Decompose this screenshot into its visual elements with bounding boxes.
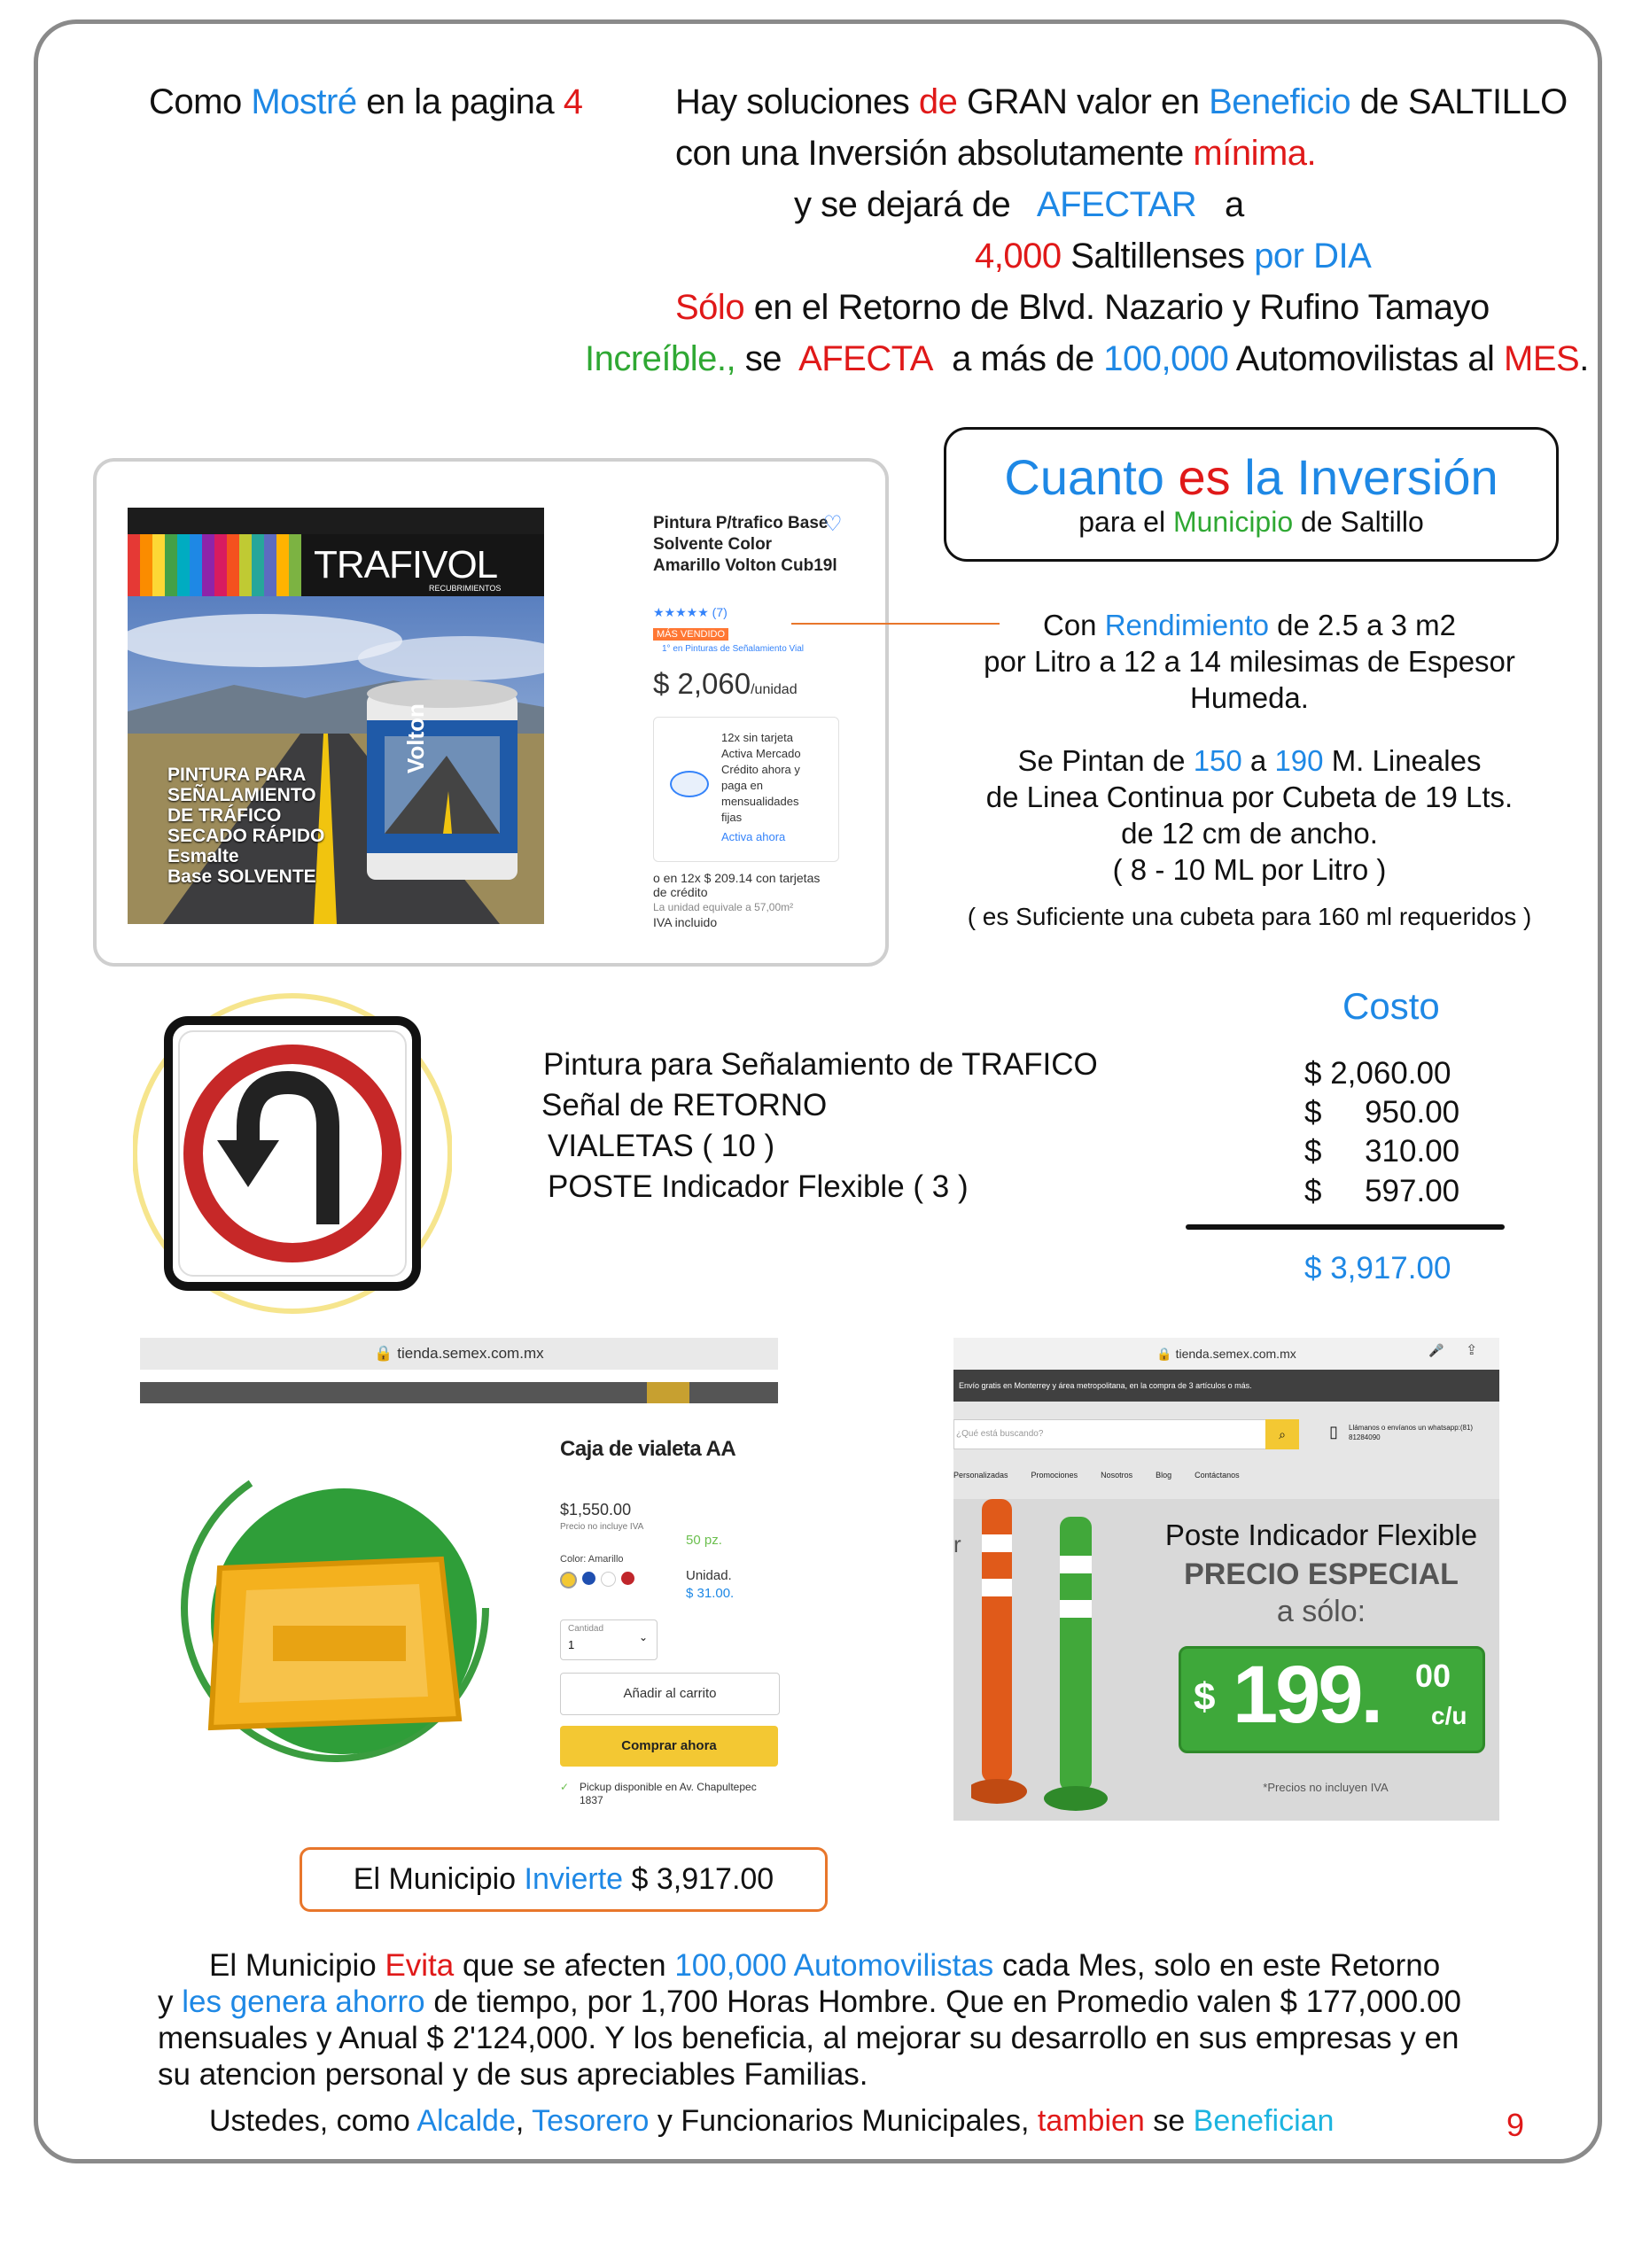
no-u-turn-icon	[133, 985, 452, 1322]
poste-only: a sólo:	[1276, 1595, 1366, 1628]
p1e: cada Mes, solo en este Retorno	[1002, 1948, 1441, 1983]
invierte-a: El Municipio	[353, 1862, 517, 1896]
promo-line-6: fijas	[721, 811, 743, 824]
h6g: MES	[1504, 339, 1580, 378]
s4b: 150	[1193, 744, 1242, 777]
vialeta-price-note: Precio no incluye IVA	[560, 1522, 644, 1532]
cost-item-1-label: Pintura para Señalamiento de TRAFICO	[543, 1047, 1098, 1082]
vialeta-nav-accent	[647, 1382, 689, 1403]
s4c: a	[1249, 744, 1267, 777]
poste-image	[971, 1499, 1113, 1821]
cost-item-2-label: Señal de RETORNO	[541, 1088, 828, 1122]
banner-line-4: SECADO RÁPIDO	[167, 826, 325, 846]
cost-heading	[1342, 985, 1440, 1028]
nav-item-5[interactable]: Contáctanos	[1195, 1471, 1240, 1480]
spec-line-2: por Litro a 12 a 14 milesimas de Espesor	[984, 645, 1515, 678]
paint-price	[653, 667, 798, 701]
inv-t2c: de Saltillo	[1301, 506, 1424, 538]
heart-icon[interactable]: ♡	[823, 512, 843, 536]
vialeta-color-label: Color: Amarillo	[560, 1554, 624, 1565]
vialeta-screenshot	[140, 1338, 778, 1816]
footer-e: y Funcionarios Municipales,	[657, 2104, 1030, 2138]
cost-item-4-label: POSTE Indicador Flexible ( 3 )	[548, 1169, 969, 1204]
header-line-6	[585, 333, 1589, 384]
h6a: Increíble.,	[585, 339, 736, 378]
swatch-red[interactable]	[621, 1572, 634, 1585]
check-icon: ✓	[560, 1781, 570, 1793]
vialeta-color-swatches	[560, 1572, 634, 1588]
promo-line-4: paga en	[721, 779, 763, 792]
paint-banner-image	[128, 508, 544, 924]
promo-link[interactable]: Activa ahora	[721, 830, 786, 843]
banner-line-2: SEÑALAMIENTO	[167, 785, 316, 805]
s4d: 190	[1274, 744, 1324, 777]
header-left-d: 4	[563, 82, 583, 121]
invierte-c: $ 3,917.00	[631, 1862, 774, 1896]
h3a: y se dejará de	[794, 185, 1011, 224]
inv-t2a: para el	[1078, 506, 1166, 538]
inv-t1a: Cuanto	[1004, 449, 1164, 505]
paint-price-unit: /unidad	[751, 682, 798, 697]
h1e: de SALTILLO	[1359, 82, 1568, 121]
promo-text	[721, 730, 801, 845]
s4e: M. Lineales	[1331, 744, 1482, 777]
poste-screenshot	[953, 1338, 1499, 1821]
invierte-b: Invierte	[524, 1862, 624, 1896]
p1d: 100,000 Automovilistas	[674, 1948, 994, 1983]
h3c: a	[1224, 185, 1244, 224]
bucket-label: Volton	[402, 703, 429, 773]
shipping-banner: Envío gratis en Monterrey y área metropolitana, en la compra de 3 artículos o más.	[953, 1370, 1499, 1402]
cost-item-3-amount: $ 310.00	[1304, 1134, 1460, 1169]
header-left	[149, 76, 583, 128]
cost-item-2-amount: $ 950.00	[1304, 1095, 1460, 1130]
inv-t1b: es	[1178, 449, 1231, 505]
nav-item-4[interactable]: Blog	[1156, 1471, 1172, 1480]
para-line-4: su atencion personal y de sus apreciables Familias.	[158, 2057, 868, 2092]
nav-item-3[interactable]: Nosotros	[1101, 1471, 1133, 1480]
spec-line-5: de Linea Continua por Cubeta de 19 Lts.	[985, 781, 1514, 813]
h6e: 100,000	[1103, 339, 1229, 378]
footer-d: Tesorero	[532, 2104, 650, 2138]
price-sym: $	[1194, 1675, 1216, 1719]
vialeta-url-bar[interactable]: 🔒 tienda.semex.com.mx	[140, 1338, 778, 1370]
h3b: AFECTAR	[1036, 185, 1197, 224]
swatch-white[interactable]	[601, 1572, 616, 1587]
vialeta-unit-label: Unidad.	[686, 1568, 732, 1583]
search-icon[interactable]: ⌕	[1265, 1419, 1299, 1449]
h2b: mínima.	[1193, 134, 1317, 173]
mic-icon[interactable]: 🎤	[1428, 1343, 1444, 1357]
spec-line-4	[939, 742, 1560, 779]
h2a: con una Inversión absolutamente	[675, 134, 1184, 173]
inv-t2b: Municipio	[1172, 506, 1294, 538]
s1c: de 2.5 a 3 m2	[1277, 609, 1456, 641]
paint-banner-text	[167, 765, 324, 887]
poste-nav	[953, 1471, 1240, 1480]
paint-screenshot	[93, 458, 889, 967]
banner-line-1: PINTURA PARA	[167, 765, 307, 785]
h6d: a más de	[952, 339, 1094, 378]
promo-line-3: Crédito ahora y	[721, 763, 800, 776]
price-int: 199.	[1233, 1650, 1381, 1740]
poste-url-bar[interactable]: 🔒 tienda.semex.com.mx	[953, 1338, 1499, 1370]
paint-price-value: $ 2,060	[653, 667, 751, 700]
header-line-2	[675, 128, 1316, 179]
poste-title: Poste Indicador Flexible	[1164, 1518, 1478, 1551]
poste-note: *Precios no incluyen IVA	[1263, 1781, 1389, 1794]
poste-url: tienda.semex.com.mx	[1175, 1347, 1296, 1361]
handshake-icon	[670, 771, 709, 797]
spec-line-8: ( es Suficiente una cubeta para 160 ml requeridos )	[967, 903, 1532, 930]
h4c: por DIA	[1254, 237, 1372, 276]
nav-item-1[interactable]: Personalizadas	[953, 1471, 1008, 1480]
header-line-4	[975, 230, 1371, 282]
cost-heading-text: Costo	[1342, 985, 1440, 1027]
p2c: de tiempo, por 1,700 Horas Hombre. Que en Promedio valen $ 177,000.00	[433, 1984, 1461, 2019]
para-line-1	[158, 1947, 1505, 1984]
installments-text: o en 12x $ 209.14 con tarjetas de crédito	[653, 871, 821, 899]
add-to-cart-button[interactable]: Añadir al carrito	[560, 1673, 780, 1715]
share-icon[interactable]: ⇪	[1466, 1343, 1478, 1358]
nav-item-2[interactable]: Promociones	[1031, 1471, 1078, 1480]
vialeta-qty-note: 50 pz.	[686, 1533, 722, 1548]
footer-a: Ustedes, como	[209, 2104, 410, 2138]
footer-g: se	[1153, 2104, 1186, 2138]
page-number: 9	[1506, 2107, 1525, 2143]
promo-card[interactable]	[653, 717, 839, 862]
municipio-invierte-box	[300, 1847, 828, 1912]
promo-line-1: 12x sin tarjeta	[721, 731, 793, 744]
banner-line-3: DE TRÁFICO	[167, 805, 282, 826]
h4a: 4,000	[975, 237, 1062, 276]
contact-text: Llámanos o envíanos un whatsapp:(81) 81284090	[1349, 1424, 1474, 1441]
rating-count: (7)	[712, 605, 728, 619]
header-line-1	[675, 76, 1568, 128]
inv-t1c: la Inversión	[1244, 449, 1498, 505]
price-unit: c/u	[1431, 1702, 1467, 1729]
chevron-down-icon: ⌄	[639, 1631, 649, 1643]
vialeta-image	[158, 1435, 512, 1772]
h1d: Beneficio	[1209, 82, 1351, 121]
poste-special: PRECIO ESPECIAL	[1184, 1557, 1459, 1591]
spec-line-7: ( 8 - 10 ML por Litro )	[1112, 853, 1387, 886]
h1b: de	[918, 82, 958, 121]
cantidad-value: 1	[568, 1638, 575, 1651]
summary-paragraph	[158, 1947, 1505, 2093]
p1a: El Municipio	[209, 1948, 377, 1983]
buy-now-button[interactable]: Comprar ahora	[560, 1726, 778, 1767]
investment-title-box	[944, 427, 1559, 562]
header-line-5	[675, 282, 1490, 333]
h6h: .	[1579, 339, 1589, 378]
poste-price-badge	[1179, 1646, 1485, 1753]
cost-item-4-amount: $ 597.00	[1304, 1174, 1460, 1208]
paint-brand-sub: RECUBRIMIENTOS	[429, 584, 502, 593]
cantidad-label: Cantidad	[568, 1624, 604, 1634]
specs-block	[939, 607, 1560, 935]
cost-item-1-amount: $ 2,060.00	[1304, 1056, 1451, 1091]
vialeta-url: tienda.semex.com.mx	[397, 1345, 544, 1362]
pickup-text: Pickup disponible en Av. Chapultepec 1837	[580, 1781, 757, 1806]
header-left-a: Como	[149, 82, 242, 121]
spec-line-6: de 12 cm de ancho.	[1121, 817, 1378, 850]
p1b: Evita	[385, 1948, 455, 1983]
footer-line	[209, 2104, 1334, 2139]
swatch-blue[interactable]	[582, 1572, 595, 1585]
price-dec: 00	[1415, 1658, 1451, 1694]
p1c: que se afecten	[462, 1948, 666, 1983]
banner-line-5: Esmalte	[167, 846, 239, 866]
poste-letter: r	[953, 1531, 961, 1557]
spec-line-3: Humeda.	[1190, 681, 1309, 714]
total-rule	[1186, 1224, 1505, 1230]
spec-line-1	[939, 607, 1560, 643]
h6c: AFECTA	[798, 339, 933, 378]
investment-subtitle	[946, 504, 1556, 540]
h1c: GRAN valor en	[967, 82, 1200, 121]
h4b: Saltillenses	[1070, 237, 1245, 276]
bestseller-badge: MÁS VENDIDO	[653, 628, 728, 641]
footer-f: tambien	[1037, 2104, 1145, 2138]
ranking-link[interactable]: 1° en Pinturas de Señalamiento Vial	[662, 644, 805, 654]
paint-product-title: Pintura P/trafico Base Solvente Color Amarillo Volton Cub19l	[653, 514, 837, 575]
h1a: Hay soluciones	[675, 82, 910, 121]
cost-item-3-label: VIALETAS ( 10 )	[548, 1129, 775, 1163]
banner-line-6: Base SOLVENTE	[167, 866, 316, 887]
s1b: Rendimiento	[1104, 609, 1269, 641]
promo-line-5: mensualidades	[721, 795, 799, 808]
rating-stars: ★★★★★ (7)	[653, 605, 728, 619]
header-line-3	[794, 179, 1244, 230]
header-left-b: Mostré	[251, 82, 357, 121]
phone-icon: ▯	[1329, 1423, 1338, 1441]
vialeta-title: Caja de vialeta AA	[560, 1437, 736, 1461]
u-turn-sign	[133, 985, 452, 1322]
h6b: se	[744, 339, 782, 378]
unit-equiv-text: La unidad equivale a 57,00m²	[653, 901, 794, 913]
s1a: Con	[1043, 609, 1097, 641]
h5a: Sólo	[675, 288, 745, 327]
p2a: y	[158, 1984, 174, 2019]
para-line-3: mensuales y Anual $ 2'124,000. Y los beneficia, al mejorar su desarrollo en sus empresas y en	[158, 2021, 1459, 2055]
footer-c: ,	[515, 2104, 525, 2138]
h6f: Automovilistas al	[1235, 339, 1495, 378]
iva-text: IVA incluido	[653, 915, 718, 929]
para-line-2	[158, 1984, 1505, 2020]
header-left-c: en la pagina	[366, 82, 555, 121]
paint-brand: TRAFIVOL	[314, 543, 498, 586]
swatch-yellow[interactable]	[560, 1572, 577, 1588]
vialeta-price: $1,550.00	[560, 1501, 632, 1518]
s4a: Se Pintan de	[1017, 744, 1186, 777]
vialeta-quantity-select[interactable]	[560, 1619, 658, 1660]
h5b: en el Retorno de Blvd. Nazario y Rufino Tamayo	[753, 288, 1490, 327]
p2b: les genera ahorro	[182, 1984, 425, 2019]
investment-title	[946, 451, 1556, 504]
footer-h: Benefician	[1193, 2104, 1335, 2138]
poste-search-input[interactable]: ¿Qué está buscando?	[953, 1419, 1267, 1449]
vialeta-unit-price: $ 31.00.	[686, 1586, 735, 1601]
cost-total: $ 3,917.00	[1304, 1251, 1451, 1285]
footer-b: Alcalde	[416, 2104, 516, 2138]
promo-line-2: Activa Mercado	[721, 747, 801, 760]
